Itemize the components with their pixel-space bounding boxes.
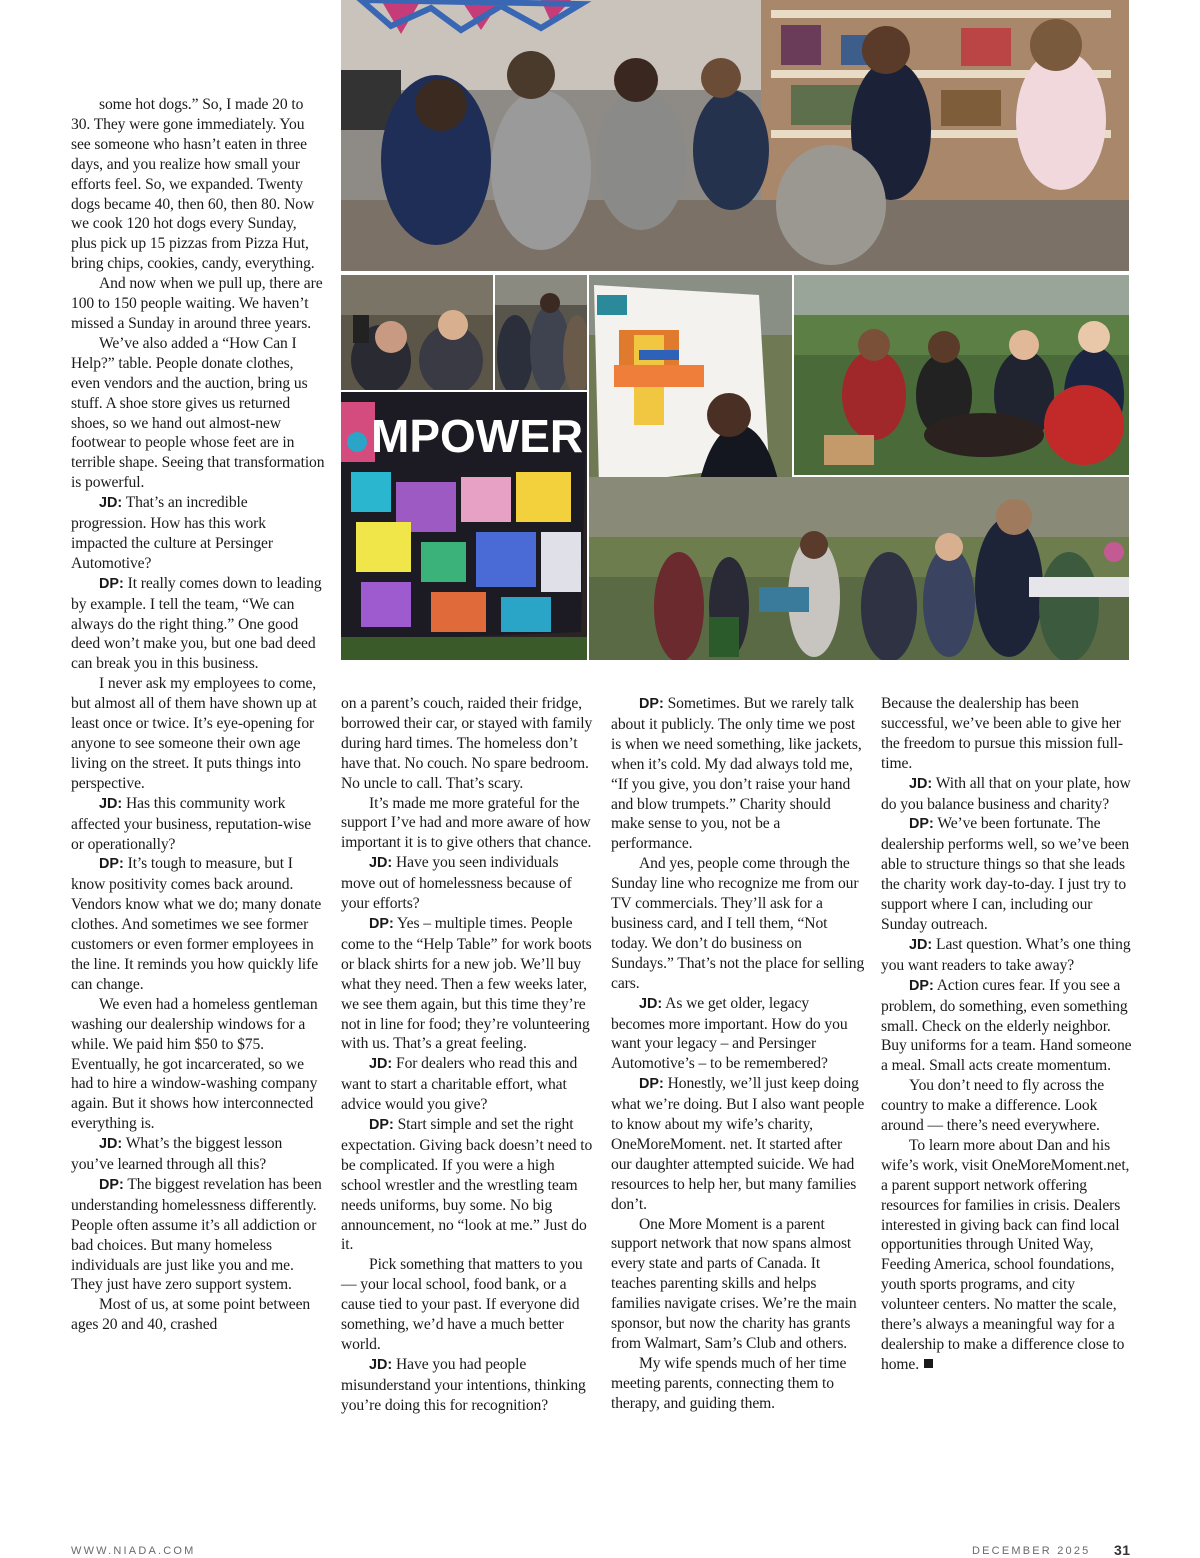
body-paragraph bbox=[611, 854, 865, 993]
paragraph-text: Pick something that matters to you — your local school, food bank, or a cause tied to your past. If everyone did something, we’d have a much better world. bbox=[341, 1256, 583, 1353]
paragraph-text: My wife spends much of her time meeting parents, connecting them to therapy, and guiding them. bbox=[611, 1354, 847, 1412]
interview-paragraph bbox=[71, 493, 325, 574]
speaker-label: JD: bbox=[99, 1136, 123, 1153]
paragraph-text: We’ve also added a “How Can I Help?” table. People donate clothes, even vendors and the auction, bring us stuff. A shoe store gives us returned shoes, so we hand out almost-new footwear to people whose feet are in terrible shape. Seeing that transformation is powerful. bbox=[71, 334, 325, 492]
interview-paragraph bbox=[881, 935, 1135, 976]
paragraph-text: Yes – multiple times. People come to the “Help Table” for work boots or black shirts for a new job. We’ll buy what they need. Then a few weeks later, we see them again, but this time they’re not in line for food; they’re volunteering with us. That’s a great feeling. bbox=[341, 914, 592, 1053]
speaker-label: DP: bbox=[909, 816, 934, 833]
body-paragraph bbox=[611, 1354, 865, 1414]
interview-paragraph bbox=[341, 1115, 595, 1255]
speaker-label: DP: bbox=[639, 1076, 664, 1093]
paragraph-text: some hot dogs.” So, I made 20 to 30. They were gone immediately. You see someone who hasn’t eaten in three days, and you realize how small your efforts feel. So, we expanded. Twenty dogs became 40, then 60, then 80. Now we cook 120 hot dogs every Sunday, plus pick up 15 pizzas from Pizza Hut, bring chips, cookies, candy, everything. bbox=[71, 96, 315, 273]
photo-volunteers-selfie bbox=[341, 275, 493, 390]
photo-meeting-room bbox=[341, 0, 1129, 271]
paragraph-text: Have you had people misunderstand your intentions, thinking you’re doing this for recognition? bbox=[341, 1355, 586, 1414]
paragraph-text: The biggest revelation has been understanding homelessness differently. People often assume it’s all addiction or bad choices. But many homeless individuals are just like you and me. They just have zero support system. bbox=[71, 1175, 322, 1294]
paragraph-text: Action cures fear. If you see a problem, do something, even something small. Check on the elderly neighbor. Buy uniforms for a team. Hand someone a meal. Small acts create momentum. bbox=[881, 976, 1132, 1075]
interview-paragraph bbox=[611, 994, 865, 1075]
speaker-label: DP: bbox=[369, 915, 394, 932]
paragraph-text: And yes, people come through the Sunday line who recognize me from our TV commercials. They’ll ask for a business card, and I tell them, “Not today. We don’t do business on Sundays.” That’s not the place for selling cars. bbox=[611, 855, 865, 992]
photo-park-gathering bbox=[589, 477, 1129, 660]
speaker-label: DP: bbox=[909, 977, 934, 994]
paragraph-text: That’s an incredible progression. How has this work impacted the culture at Persinger Automotive? bbox=[71, 494, 273, 572]
body-paragraph bbox=[341, 1255, 595, 1355]
paragraph-text: What’s the biggest lesson you’ve learned through all this? bbox=[71, 1135, 283, 1174]
body-paragraph bbox=[881, 1076, 1135, 1136]
interview-paragraph bbox=[71, 574, 325, 675]
article-column-2 bbox=[341, 694, 595, 1416]
speaker-label: DP: bbox=[99, 575, 124, 592]
body-paragraph bbox=[341, 694, 595, 794]
photo-crowd-line bbox=[495, 275, 587, 390]
interview-paragraph bbox=[611, 694, 865, 854]
speaker-label: JD: bbox=[639, 995, 663, 1012]
paragraph-text: It’s tough to measure, but I know positivity comes back around. Vendors know what we do; many donate clothes. And sometimes we see former customers or even former employees in the line. It reminds you how quickly life can change. bbox=[71, 855, 322, 993]
footer-issue-date: DECEMBER 2025 bbox=[972, 1545, 1091, 1557]
body-paragraph bbox=[881, 694, 1135, 774]
empower-sign-text: MPOWER bbox=[371, 410, 584, 462]
interview-paragraph bbox=[71, 854, 325, 994]
speaker-label: DP: bbox=[369, 1117, 394, 1134]
paragraph-text: As we get older, legacy becomes more important. How do you want your legacy – and Persinger Automotive’s – to be remembered? bbox=[611, 994, 848, 1073]
interview-paragraph bbox=[881, 814, 1135, 934]
speaker-label: JD: bbox=[909, 775, 933, 792]
speaker-label: JD: bbox=[909, 936, 933, 953]
speaker-label: JD: bbox=[369, 855, 393, 872]
interview-paragraph bbox=[341, 914, 595, 1054]
end-of-article-mark bbox=[924, 1359, 933, 1368]
interview-paragraph bbox=[71, 1134, 325, 1175]
page-number: 31 bbox=[1114, 1542, 1131, 1558]
body-paragraph bbox=[71, 1295, 325, 1335]
paragraph-text: Sometimes. But we rarely talk about it publicly. The only time we post is when we need something, like jackets, when it’s cold. My dad always told me, “If you give, you don’t raise your hand and blow trumpets.” Charity should make sense to you, not be a performance. bbox=[611, 695, 862, 853]
speaker-label: DP: bbox=[99, 856, 124, 873]
paragraph-text: One More Moment is a parent support network that now spans almost every state and parts of Canada. It teaches parenting skills and helps families navigate crises. We’re the main sponsor, but now the charity has grants from Walmart, Sam’s Club and others. bbox=[611, 1215, 857, 1352]
paragraph-text: It really comes down to leading by example. I tell the team, “We can always do the right thing.” One good deed won’t make you, but one bad deed can break you in this business. bbox=[71, 574, 322, 673]
paragraph-text: I never ask my employees to come, but almost all of them have shown up at least once or twice. It’s eye-opening for anyone to see someone their own age living on the street. It puts things into perspective. bbox=[71, 675, 317, 792]
body-paragraph bbox=[71, 95, 325, 274]
paragraph-text: And now when we pull up, there are 100 to 150 people waiting. We haven’t missed a Sunday in around three years. bbox=[71, 275, 323, 332]
body-paragraph bbox=[71, 995, 325, 1134]
paragraph-text: Have you seen individuals move out of homelessness because of your efforts? bbox=[341, 854, 572, 913]
footer-website: WWW.NIADA.COM bbox=[71, 1545, 196, 1557]
paragraph-text: To learn more about Dan and his wife’s work, visit OneMoreMoment.net, a parent support network offering resources for families in crisis. Dealers interested in giving back can find local opportunities through United Way, Feeding America, school foundations, youth sports programs, and city volunteer centers. No matter the scale, there’s always a meaningful way for a dealership to make a difference close to home. bbox=[881, 1136, 1130, 1373]
speaker-label: DP: bbox=[99, 1176, 124, 1193]
speaker-label: JD: bbox=[99, 795, 123, 812]
body-paragraph bbox=[71, 274, 325, 334]
paragraph-text: With all that on your plate, how do you balance business and charity? bbox=[881, 774, 1131, 813]
interview-paragraph bbox=[611, 1074, 865, 1214]
paragraph-text: Has this community work affected your business, reputation-wise or operationally? bbox=[71, 794, 312, 853]
paragraph-text: It’s made me more grateful for the support I’ve had and more aware of how important it is to give others that chance. bbox=[341, 794, 592, 852]
paragraph-text: Honestly, we’ll just keep doing what we’re doing. But I also want people to know about my wife’s charity, OneMoreMoment. net. It started after our daughter attempted suicide. We had resources to help her, but many families don’t. bbox=[611, 1075, 865, 1213]
interview-paragraph bbox=[341, 853, 595, 914]
speaker-label: JD: bbox=[99, 495, 123, 512]
paragraph-text: We even had a homeless gentleman washing our dealership windows for a while. We paid him $50 to $75. Eventually, he got incarcerated, so we had to hire a window-washing company again. But it shows how interconnected everything is. bbox=[71, 995, 318, 1133]
body-paragraph bbox=[611, 1215, 865, 1354]
body-paragraph bbox=[71, 674, 325, 793]
photo-empower-artwork bbox=[341, 392, 587, 660]
paragraph-text: Most of us, at some point between ages 20 and 40, crashed bbox=[71, 1296, 311, 1334]
paragraph-text: We’ve been fortunate. The dealership performs well, so we’ve been able to structure things so that she leads the charity work day-to-day. I just try to support where I can, including our Sunday outreach. bbox=[881, 815, 1130, 933]
article-column-4 bbox=[881, 694, 1135, 1375]
interview-paragraph bbox=[341, 1054, 595, 1115]
interview-paragraph bbox=[71, 1175, 325, 1295]
interview-paragraph bbox=[881, 774, 1135, 815]
paragraph-text: Start simple and set the right expectation. Giving back doesn’t need to be complicated. If you were a high school wrestler and the wrestling team needs uniforms, buy some. No big announcement, no “look at me.” Just do it. bbox=[341, 1116, 593, 1254]
paragraph-text: Last question. What’s one thing you want readers to take away? bbox=[881, 935, 1131, 974]
paragraph-text: For dealers who read this and want to start a charitable effort, what advice would you give? bbox=[341, 1055, 578, 1114]
interview-paragraph bbox=[881, 976, 1135, 1077]
speaker-label: DP: bbox=[639, 696, 664, 712]
paragraph-text: on a parent’s couch, raided their fridge, borrowed their car, or stayed with family during hard times. The homeless don’t have that. No couch. No spare bedroom. No uncle to call. That’s scary. bbox=[341, 695, 593, 792]
photo-group-with-dog bbox=[794, 275, 1129, 475]
article-column-1 bbox=[71, 95, 325, 1335]
body-paragraph bbox=[341, 794, 595, 854]
article-column-3 bbox=[611, 694, 865, 1414]
interview-paragraph bbox=[71, 794, 325, 855]
body-paragraph bbox=[881, 1136, 1135, 1375]
interview-paragraph bbox=[341, 1355, 595, 1416]
speaker-label: JD: bbox=[369, 1056, 393, 1073]
paragraph-text: You don’t need to fly across the country to make a difference. Look around — there’s need everywhere. bbox=[881, 1077, 1105, 1135]
speaker-label: JD: bbox=[369, 1356, 393, 1373]
body-paragraph bbox=[71, 334, 325, 493]
paragraph-text: Because the dealership has been successful, we’ve been able to give her the freedom to pursue this mission full-time. bbox=[881, 695, 1123, 772]
